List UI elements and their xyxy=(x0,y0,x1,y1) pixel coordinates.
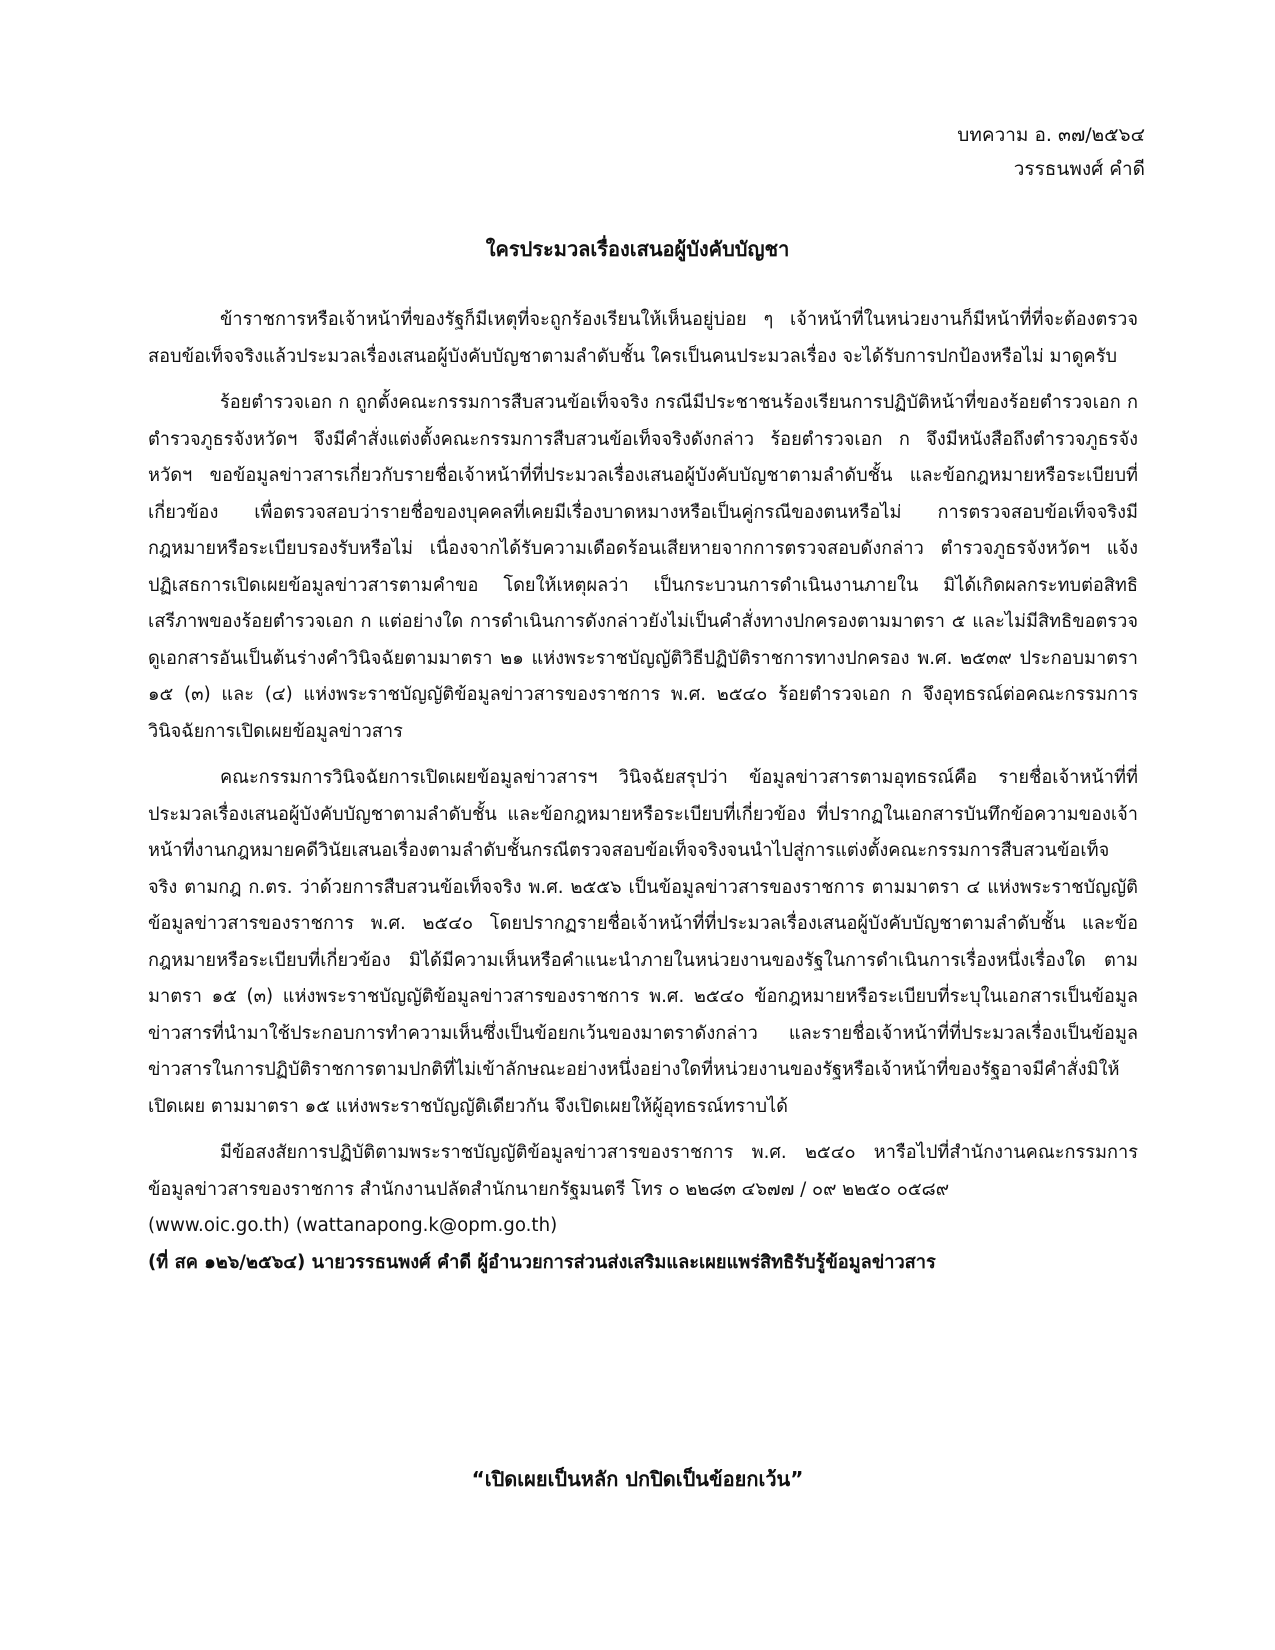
article-title: ใครประมวลเรื่องเสนอผู้บังคับบัญชา xyxy=(485,237,790,261)
paragraph-committee-ruling: คณะกรรมการวินิจฉัยการเปิดเผยข้อมูลข่าวสารฯ วินิจฉัยสรุปว่า ข้อมูลข่าวสารตามอุทธรณ์คือ รายชื่อเจ้าหน้าที่ที่ประมวลเรื่องเสนอผู้บังคับบัญชาตามลำดับชั้น และข้อกฎหมายหรือระเบียบที่เกี่ยวข้อง ที่ปรากฏในเอกสารบันทึกข้อความของเจ้าหน้าที่งานกฎหมายคดีวินัยเสนอเรื่องตามลำดับชั้นกรณีตรวจสอบข้อเท็จจริงจนนำไปสู่การแต่งตั้งคณะกรรมการสืบสวนข้อเท็จจริง ตามกฎ ก.ตร. ว่าด้วยการสืบสวนข้อเท็จจริง พ.ศ. ๒๕๕๖ เป็นข้อมูลข่าวสารของราชการ ตามมาตรา ๔ แห่งพระราชบัญญัติข้อมูลข่าวสารของราชการ พ.ศ. ๒๕๔๐ โดยปรากฏรายชื่อเจ้าหน้าที่ที่ประมวลเรื่องเสนอผู้บังคับบัญชาตามลำดับชั้น และข้อกฎหมายหรือระเบียบที่เกี่ยวข้อง มิได้มีความเห็นหรือคำแนะนำภายในหน่วยงานของรัฐในการดำเนินการเรื่องหนึ่งเรื่องใด ตามมาตรา ๑๕ (๓) แห่งพระราชบัญญัติข้อมูลข่าวสารของราชการ พ.ศ. ๒๕๔๐ ข้อกฎหมายหรือระเบียบที่ระบุในเอกสารเป็นข้อมูลข่าวสารที่นำมาใช้ประกอบการทำความเห็นซึ่งเป็นข้อยกเว้นของมาตราดังกล่าว และรายชื่อเจ้าหน้าที่ที่ประมวลเรื่องเป็นข้อมูลข่าวสารในการปฏิบัติราชการตามปกติที่ไม่เข้าลักษณะอย่างหนึ่งอย่างใดที่หน่วยงานของรัฐหรือเจ้าหน้าที่ของรัฐอาจมีคำสั่งมิให้เปิดเผย ตามมาตรา ๑๕ แห่งพระราชบัญญัติเดียวกัน จึงเปิดเผยให้ผู้อุทธรณ์ทราบได้ xyxy=(148,767,1138,1117)
article-reference: บทความ อ. ๓๗/๒๕๖๔ xyxy=(957,124,1145,146)
footer-reference-note: (ที่ สค ๑๒๖/๒๕๖๔) นายวรรธนพงศ์ คำดี ผู้อำนวยการส่วนส่งเสริมและเผยแพร่สิทธิรับรู้ข้อมูลข่าวสาร xyxy=(148,1251,936,1273)
document-header xyxy=(957,118,1145,186)
paragraph-intro: ข้าราชการหรือเจ้าหน้าที่ของรัฐก็มีเหตุที่จะถูกร้องเรียนให้เห็นอยู่บ่อย ๆ เจ้าหน้าที่ในหน่วยงานก็มีหน้าที่ที่จะต้องตรวจสอบข้อเท็จจริงแล้วประมวลเรื่องเสนอผู้บังคับบัญชาตามลำดับชั้น ใครเป็นคนประมวลเรื่อง จะได้รับการปกป้องหรือไม่ มาดูครับ xyxy=(148,309,1138,367)
paragraph-case-facts: ร้อยตำรวจเอก ก ถูกตั้งคณะกรรมการสืบสวนข้อเท็จจริง กรณีมีประชาชนร้องเรียนการปฏิบัติหน้าที่ของร้อยตำรวจเอก ก ตำรวจภูธรจังหวัดฯ จึงมีคำสั่งแต่งตั้งคณะกรรมการสืบสวนข้อเท็จจริงดังกล่าว ร้อยตำรวจเอก ก จึงมีหนังสือถึงตำรวจภูธรจังหวัดฯ ขอข้อมูลข่าวสารเกี่ยวกับรายชื่อเจ้าหน้าที่ที่ประมวลเรื่องเสนอผู้บังคับบัญชาตามลำดับชั้น และข้อกฎหมายหรือระเบียบที่เกี่ยวข้อง เพื่อตรวจสอบว่ารายชื่อของบุคคลที่เคยมีเรื่องบาดหมางหรือเป็นคู่กรณีของตนหรือไม่ การตรวจสอบข้อเท็จจริงมีกฎหมายหรือระเบียบรองรับหรือไม่ เนื่องจากได้รับความเดือดร้อนเสียหายจากการตรวจสอบดังกล่าว ตำรวจภูธรจังหวัดฯ แจ้งปฏิเสธการเปิดเผยข้อมูลข่าวสารตามคำขอ โดยให้เหตุผลว่า เป็นกระบวนการดำเนินงานภายใน มิได้เกิดผลกระทบต่อสิทธิเสรีภาพของร้อยตำรวจเอก ก แต่อย่างใด การดำเนินการดังกล่าวยังไม่เป็นคำสั่งทางปกครองตามมาตรา ๕ และไม่มีสิทธิขอตรวจดูเอกสารอันเป็นต้นร่างคำวินิจฉัยตามมาตรา ๒๑ แห่งพระราชบัญญัติวิธีปฏิบัติราชการทางปกครอง พ.ศ. ๒๕๓๙ ประกอบมาตรา ๑๕ (๓) และ (๔) แห่งพระราชบัญญัติข้อมูลข่าวสารของราชการ พ.ศ. ๒๕๔๐ ร้อยตำรวจเอก ก จึงอุทธรณ์ต่อคณะกรรมการวินิจฉัยการเปิดเผยข้อมูลข่าวสาร xyxy=(148,392,1138,742)
article-body xyxy=(148,302,1138,1281)
email-link[interactable]: (wattanapong.k@opm.go.th) xyxy=(295,1215,558,1236)
author-name: วรรธนพงศ์ คำดี xyxy=(1013,158,1145,180)
contact-links xyxy=(148,1208,1138,1245)
website-link[interactable]: (www.oic.go.th) xyxy=(148,1215,290,1236)
slogan: “เปิดเผยเป็นหลัก ปกปิดเป็นข้อยกเว้น” xyxy=(471,1467,804,1491)
paragraph-contact-info: มีข้อสงสัยการปฏิบัติตามพระราชบัญญัติข้อมูลข่าวสารของราชการ พ.ศ. ๒๕๔๐ หารือไปที่สำนักงานคณะกรรมการข้อมูลข่าวสารของราชการ สำนักงานปลัดสำนักนายกรัฐมนตรี โทร ๐ ๒๒๘๓ ๔๖๗๗ / ๐๙ ๒๒๕๐ ๐๕๘๙ xyxy=(148,1142,1138,1200)
